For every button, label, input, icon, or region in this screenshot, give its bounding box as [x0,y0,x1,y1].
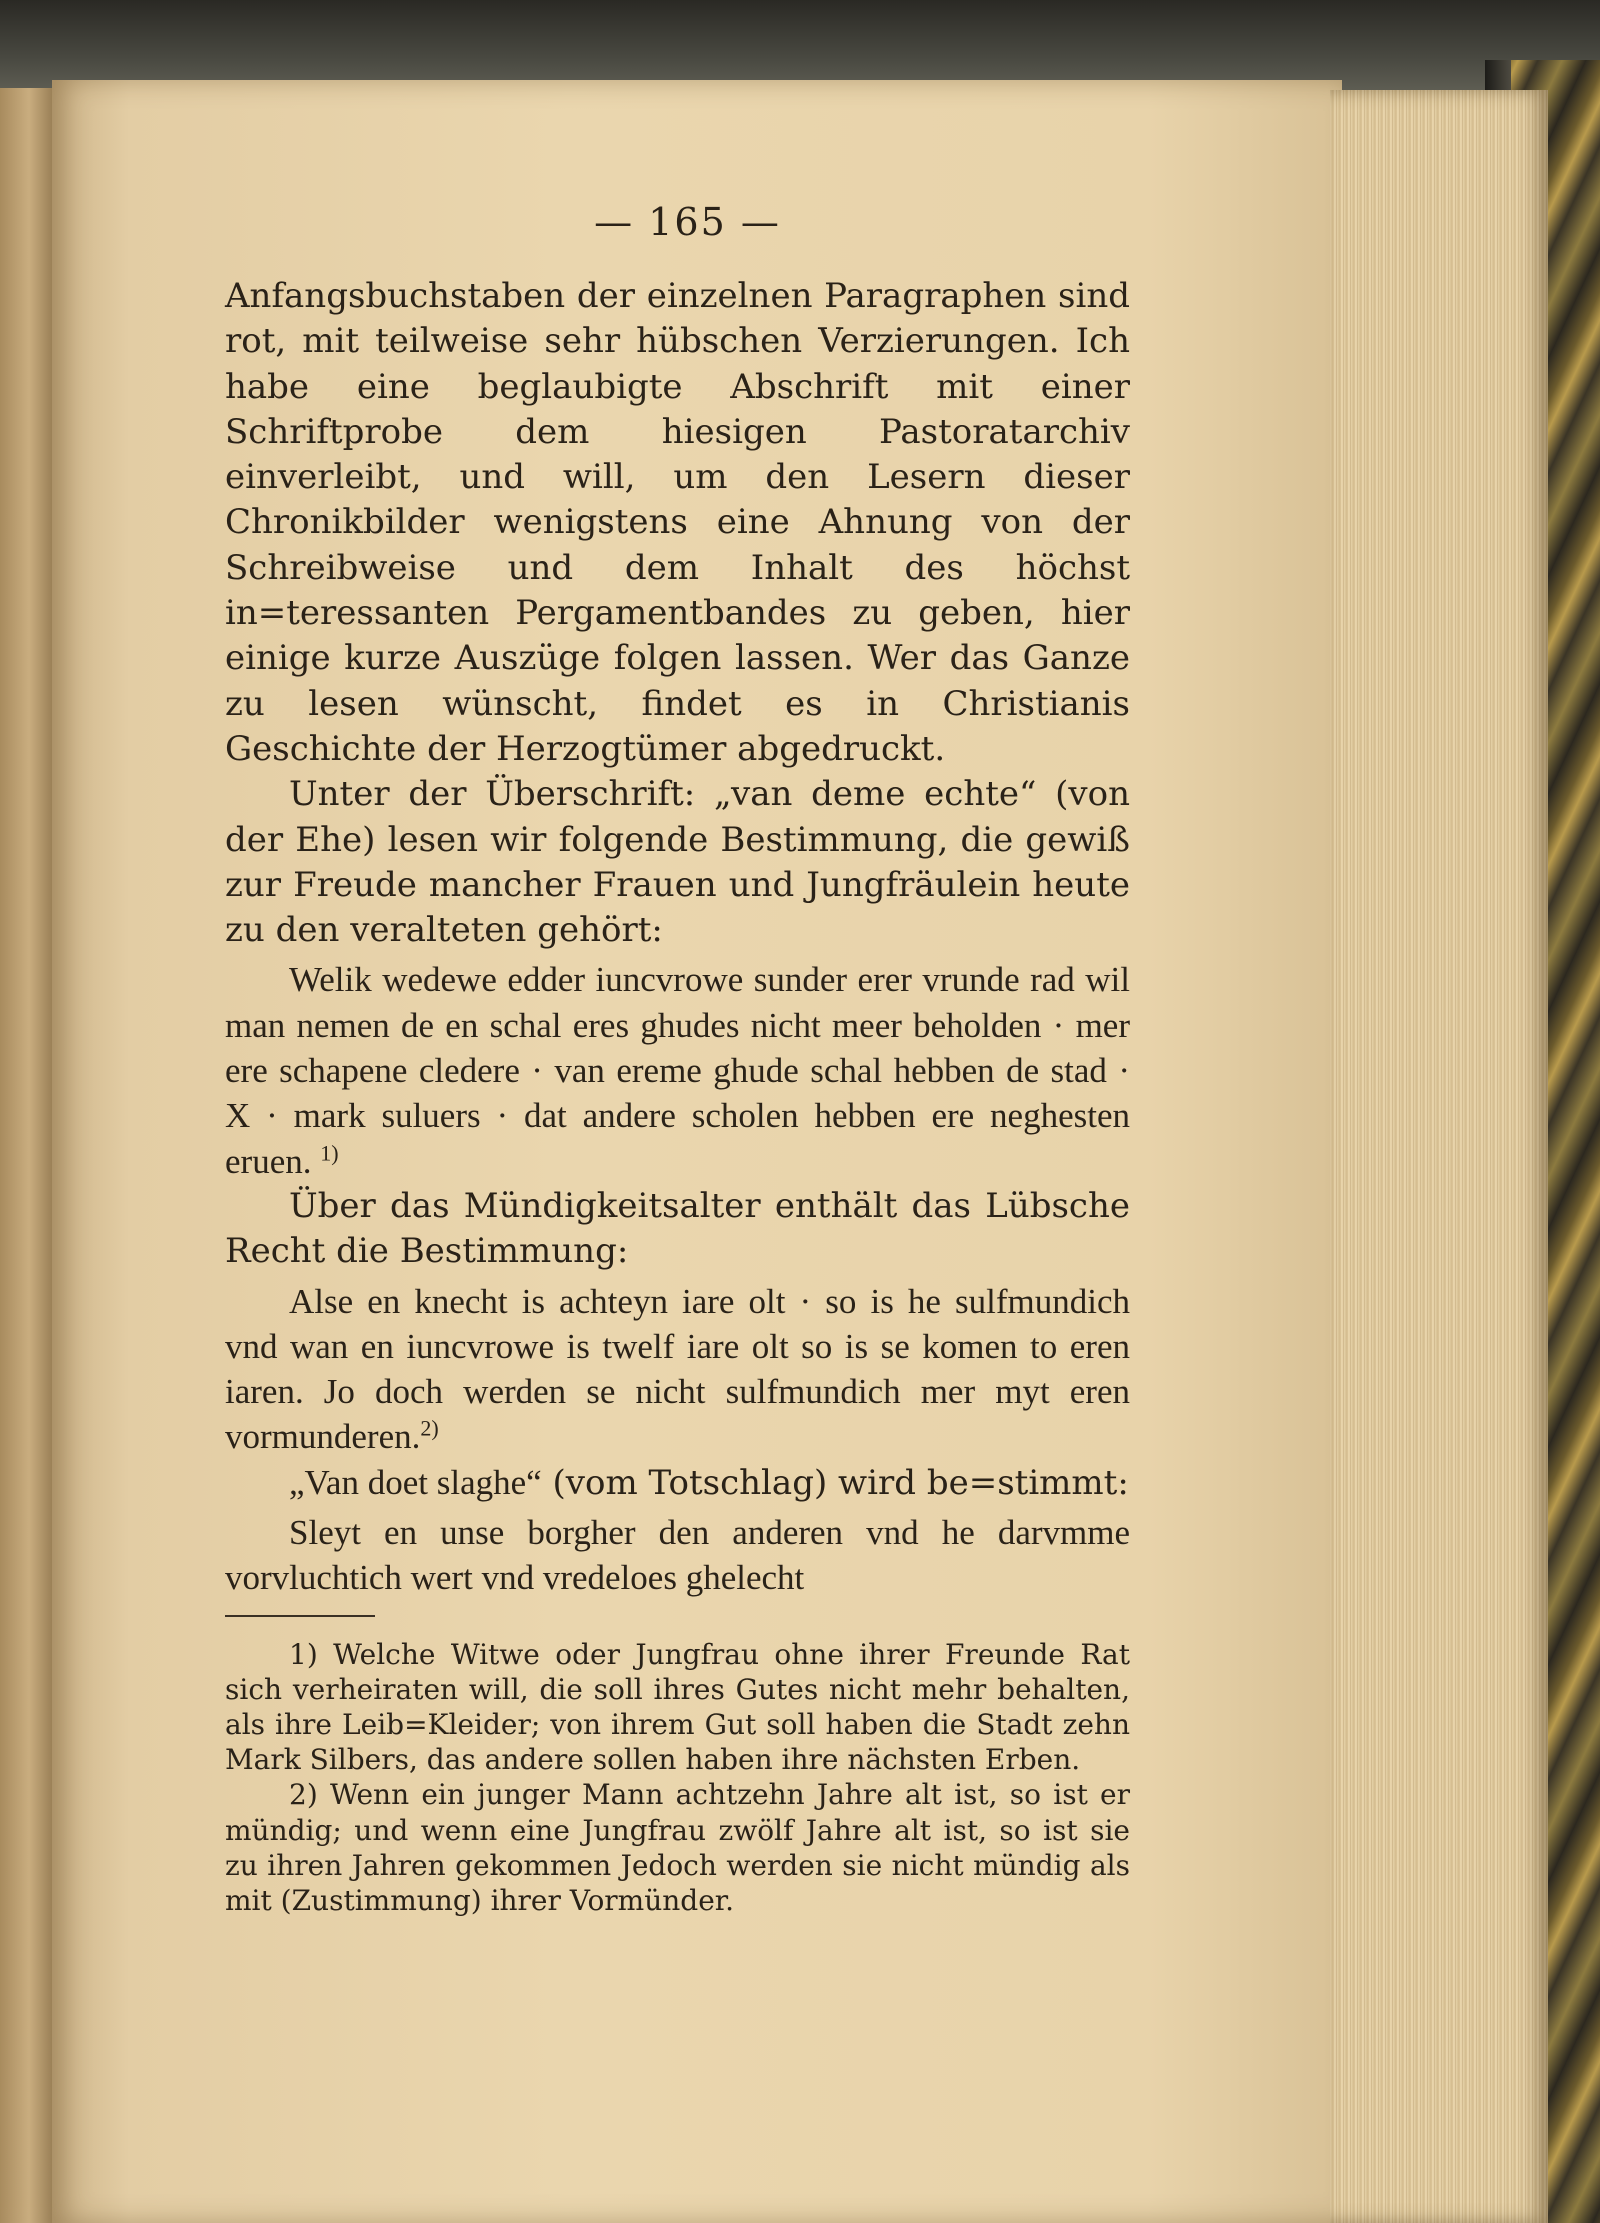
page-content [225,200,1130,1918]
body-paragraph-4-text: (vom Totschlag) wird be=stimmt: [541,1462,1129,1503]
footnote-divider [225,1615,375,1617]
footnote-2 [225,1777,1130,1918]
footnote-1-mark: 1) [289,1637,318,1671]
body-paragraph-2: Unter der Überschrift: „van deme echte“ (von der Ehe) lesen wir folgende Bestimmung, die gewiß zur Freude mancher Frauen und Jungfräulein heute zu den veralteten gehört: [225,774,1130,951]
law-quote-3: Sleyt en unse borgher den anderen vnd he darvmme vorvluchtich wert vnd vredeloes ghelecht [225,1513,1130,1598]
page-number: — 165 — [594,200,781,244]
law-quote-2-text: Alse en knecht is achteyn iare olt · so is he sulfmundich vnd wan en iuncvrowe is twelf iare olt so is se komen to eren iaren. Jo doch werden se nicht sulfmundich mer myt eren vormunderen. [225,1281,1130,1457]
law-quote-1 [225,953,1130,1183]
footnote-1-text: Welche Witwe oder Jungfrau ohne ihrer Freunde Rat sich verheiraten will, die soll ihres Gutes nicht mehr behalten, als ihre Leib=Kleider; von ihrem Gut soll haben die Stadt zehn Mark Silbers, das andere sollen haben ihre nächsten Erben. [225,1637,1130,1777]
footnote-1 [225,1637,1130,1778]
page-block-edge [1330,90,1548,2223]
law-quote-2 [225,1275,1130,1460]
footnote-ref-1: 1) [320,1139,339,1165]
law-quote-1-text: Welik wedewe edder iuncvrowe sunder erer vrunde rad wil man nemen de en schal eres ghudes nicht meer beholden · mer ere schapene cledere · van ereme ghude schal hebben de stad · X · mark suluers · dat andere scholen hebben ere neghesten eruen. [225,960,1130,1181]
facing-page-edge [0,88,58,2223]
footnote-2-text: Wenn ein junger Mann achtzehn Jahre alt ist, so ist er mündig; und wenn eine Jungfrau zwölf Jahre alt ist, so ist sie zu ihren Jahren gekommen Jedoch werden sie nicht mündig als mit (Zustimmung) ihrer Vormünder. [225,1778,1130,1918]
footnote-ref-2: 2) [420,1415,439,1441]
law-title-quote: „Van doet slaghe“ [289,1462,542,1502]
body-paragraph-1: Anfangsbuchstaben der einzelnen Paragraphen sind rot, mit teilweise sehr hübschen Verzierungen. Ich habe eine beglaubigte Abschrift mit einer Schriftprobe dem hiesigen Pastoratarchiv einverleibt, und will, um den Lesern dieser Chronikbilder wenigstens eine Ahnung von der Schreibweise und dem Inhalt des höchst in=teressanten Pergamentbandes zu geben, hier einige kurze Auszüge folgen lassen. Wer das Ganze zu lesen wünscht, findet es in Christianis Geschichte der Herzogtümer abgedruckt. [225,276,1130,769]
body-paragraph-4 [225,1460,1130,1506]
footnote-2-mark: 2) [289,1778,318,1812]
body-paragraph-3: Über das Mündigkeitsalter enthält das Lübsche Recht die Bestimmung: [225,1185,1130,1272]
